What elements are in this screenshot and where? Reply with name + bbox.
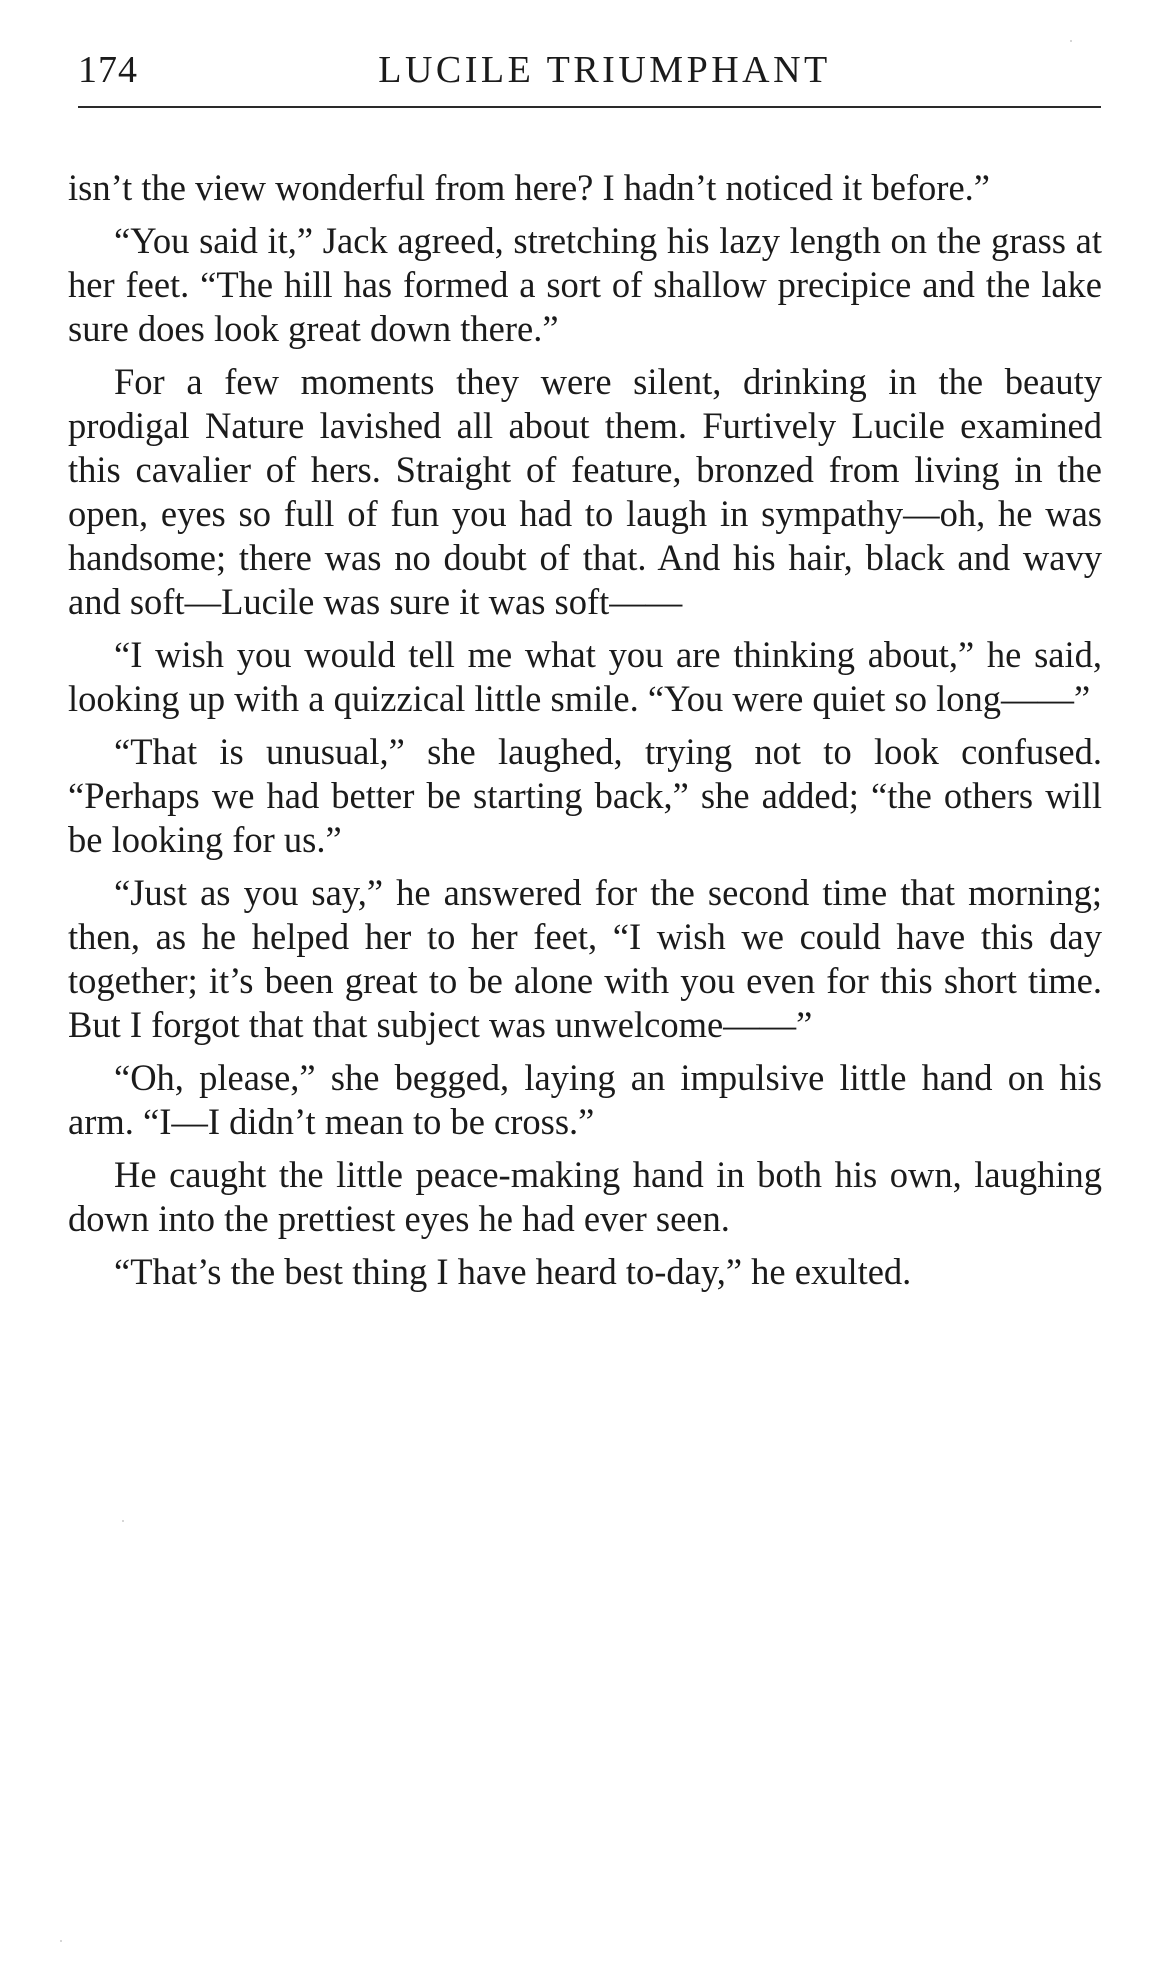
paragraph-2: “You said it,” Jack agreed, stretching his lazy length on the grass at her feet. “The hill has formed a sort of shallow precipice and the lake sure does look great down there.” bbox=[68, 220, 1102, 349]
paragraph-3: For a few moments they were silent, drinking in the beauty prodigal Nature lavished all about them. Furtively Lucile examined this cavalier of hers. Straight of feature, bronzed from living in the open, eyes so full of fun you had to laugh in sympathy—oh, he was handsome; there was no doubt of that. And his hair, black and wavy and soft—Lucile was sure it was soft—— bbox=[68, 361, 1102, 622]
paragraph-4: “I wish you would tell me what you are thinking about,” he said, looking up with a quizzical little smile. “You were quiet so long——” bbox=[68, 634, 1102, 719]
paragraph-5: “That is unusual,” she laughed, trying not to look confused. “Perhaps we had better be starting back,” she added; “the others will be looking for us.” bbox=[68, 731, 1102, 860]
body-text bbox=[68, 166, 1102, 1303]
paragraph-8: He caught the little peace-making hand in both his own, laughing down into the prettiest eyes he had ever seen. bbox=[68, 1154, 1102, 1239]
paragraph-1: isn’t the view wonderful from here? I hadn’t noticed it before.” bbox=[68, 167, 990, 208]
paragraph-6: “Just as you say,” he answered for the second time that morning; then, as he helped her to her feet, “I wish we could have this day together; it’s been great to be alone with you even for this short time. But I forgot that that subject was unwelcome——” bbox=[68, 872, 1102, 1045]
running-head bbox=[78, 44, 1101, 108]
paper-speck bbox=[60, 1940, 62, 1942]
paragraph-7: “Oh, please,” she begged, laying an impulsive little hand on his arm. “I—I didn’t mean to be cross.” bbox=[68, 1057, 1102, 1142]
paper-speck bbox=[1070, 40, 1072, 42]
page-number: 174 bbox=[78, 49, 138, 91]
paragraph-9: “That’s the best thing I have heard to-day,” he exulted. bbox=[114, 1251, 912, 1292]
paper-speck bbox=[122, 1520, 124, 1522]
running-title: LUCILE TRIUMPHANT bbox=[378, 49, 831, 91]
